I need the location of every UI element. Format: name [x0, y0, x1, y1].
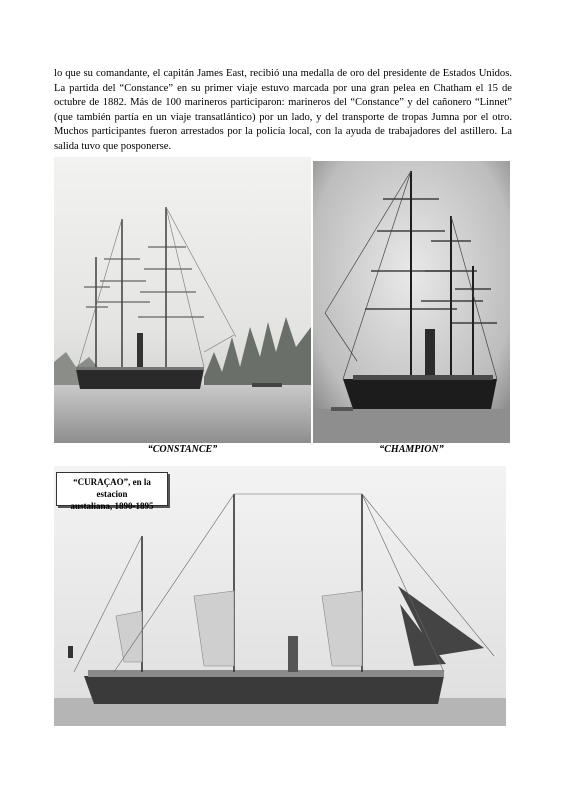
champion-caption: “CHAMPION”	[379, 444, 444, 455]
curacao-label-line2: austaliana, 1890-1895	[70, 501, 154, 511]
constance-caption: “CONSTANCE”	[147, 444, 218, 455]
body-paragraph: lo que su comandante, el capitán James East, recibió una medalla de oro del presidente de Estados Unidos. La partida del “Constance” en su primer viaje estuvo marcada por una gran pelea en Chatham el 15 de octubre de 1882. Más de 100 marineros participaron: marineros del “Constance” y del cañonero “Linnet” (que también partía en un viaje transatlántico) por un lado, y del transporte de tropas Jumna por el otro. Muchos participantes fueron arrestados por la policía local, con la ayuda de trabajadores del astillero. La salida tuvo que posponerse.	[54, 68, 512, 152]
champion-photo	[313, 161, 510, 443]
curacao-label-box	[56, 472, 168, 511]
curacao-label-line1: “CURAÇAO”, en la estacion	[73, 477, 151, 499]
constance-photo	[54, 157, 311, 443]
